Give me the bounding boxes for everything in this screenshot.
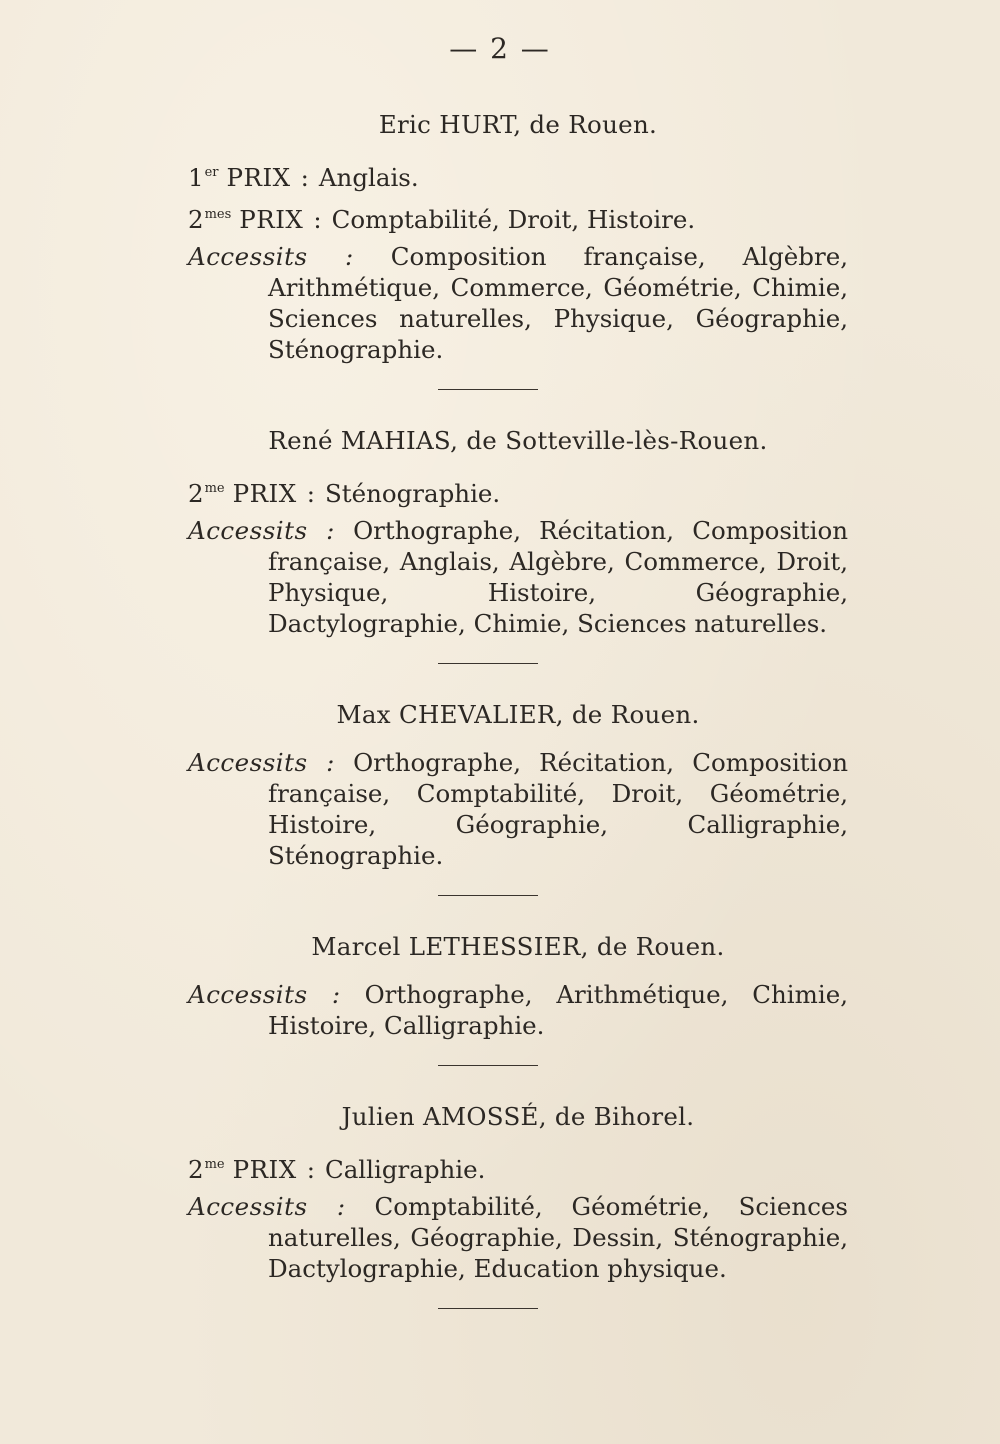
- divider-rule: [438, 1308, 538, 1309]
- student-entry: [188, 1102, 848, 1309]
- ordinal-number: 2: [188, 1155, 204, 1184]
- prize-subjects: Comptabilité, Droit, Histoire.: [331, 205, 696, 234]
- ordinal-number: 2: [188, 479, 204, 508]
- accessits-line: [188, 241, 848, 365]
- accessits-label: Accessits :: [188, 980, 341, 1009]
- student-entry: [188, 110, 848, 390]
- prize-word: PRIX: [232, 1155, 297, 1184]
- prize-word: PRIX: [232, 479, 297, 508]
- colon: :: [306, 479, 315, 508]
- ordinal-suffix: me: [204, 1157, 225, 1172]
- accessits-line: [188, 515, 848, 639]
- divider-rule: [438, 389, 538, 390]
- divider-rule: [438, 895, 538, 896]
- ordinal-suffix: mes: [204, 207, 232, 222]
- ordinal-suffix: me: [204, 481, 225, 496]
- accessits-label: Accessits :: [188, 516, 335, 545]
- prize-line: [188, 1149, 848, 1185]
- accessits-subjects: Comptabilité, Géométrie, Sciences naturelles, Géographie, Dessin, Sténographie, Dactylographie, Education physique.: [268, 1192, 848, 1283]
- prize-subjects: Sténographie.: [324, 479, 501, 508]
- prize-word: PRIX: [226, 163, 291, 192]
- accessits-subjects: Orthographe, Récitation, Composition française, Comptabilité, Droit, Géométrie, Histoire, Géographie, Calligraphie, Sténographie.: [268, 748, 849, 870]
- prize-subjects: Anglais.: [318, 163, 419, 192]
- prize-subjects: Calligraphie.: [324, 1155, 486, 1184]
- accessits-label: Accessits :: [188, 242, 354, 271]
- accessits-label: Accessits :: [188, 748, 335, 777]
- divider-rule: [438, 663, 538, 664]
- colon: :: [300, 163, 309, 192]
- student-name: René MAHIAS, de Sotteville-lès-Rouen.: [268, 426, 768, 455]
- prize-ordinal: [188, 473, 225, 509]
- accessits-label: Accessits :: [188, 1192, 346, 1221]
- prize-ordinal: [188, 157, 219, 193]
- prize-line: [188, 199, 848, 235]
- prize-ordinal: [188, 199, 231, 235]
- prize-line: [188, 157, 848, 193]
- page-number: — 2 —: [449, 32, 551, 65]
- student-name: Julien AMOSSÉ, de Bihorel.: [341, 1102, 695, 1131]
- student-name: Eric HURT, de Rouen.: [378, 110, 658, 139]
- ordinal-number: 1: [188, 163, 204, 192]
- accessits-line: [188, 747, 848, 871]
- student-entry: [188, 932, 848, 1066]
- prize-line: [188, 473, 848, 509]
- prize-word: PRIX: [239, 205, 304, 234]
- accessits-subjects: Orthographe, Arithmétique, Chimie, Histoire, Calligraphie.: [268, 980, 848, 1040]
- ordinal-number: 2: [188, 205, 204, 234]
- prize-ordinal: [188, 1149, 225, 1185]
- accessits-line: [188, 1191, 848, 1284]
- accessits-line: [188, 979, 848, 1041]
- colon: :: [313, 205, 322, 234]
- student-entry: [188, 700, 848, 896]
- student-name: Max CHEVALIER, de Rouen.: [336, 700, 700, 729]
- ordinal-suffix: er: [204, 165, 219, 180]
- colon: :: [306, 1155, 315, 1184]
- accessits-subjects: Orthographe, Récitation, Composition française, Anglais, Algèbre, Commerce, Droit, Physique, Histoire, Géographie, Dactylographie, Chimie, Sciences naturelles.: [268, 516, 849, 638]
- prize-list: [188, 110, 848, 1345]
- divider-rule: [438, 1065, 538, 1066]
- accessits-subjects: Composition française, Algèbre, Arithmétique, Commerce, Géométrie, Chimie, Sciences naturelles, Physique, Géographie, Sténographie.: [268, 242, 848, 364]
- student-name: Marcel LETHESSIER, de Rouen.: [311, 932, 725, 961]
- student-entry: [188, 426, 848, 664]
